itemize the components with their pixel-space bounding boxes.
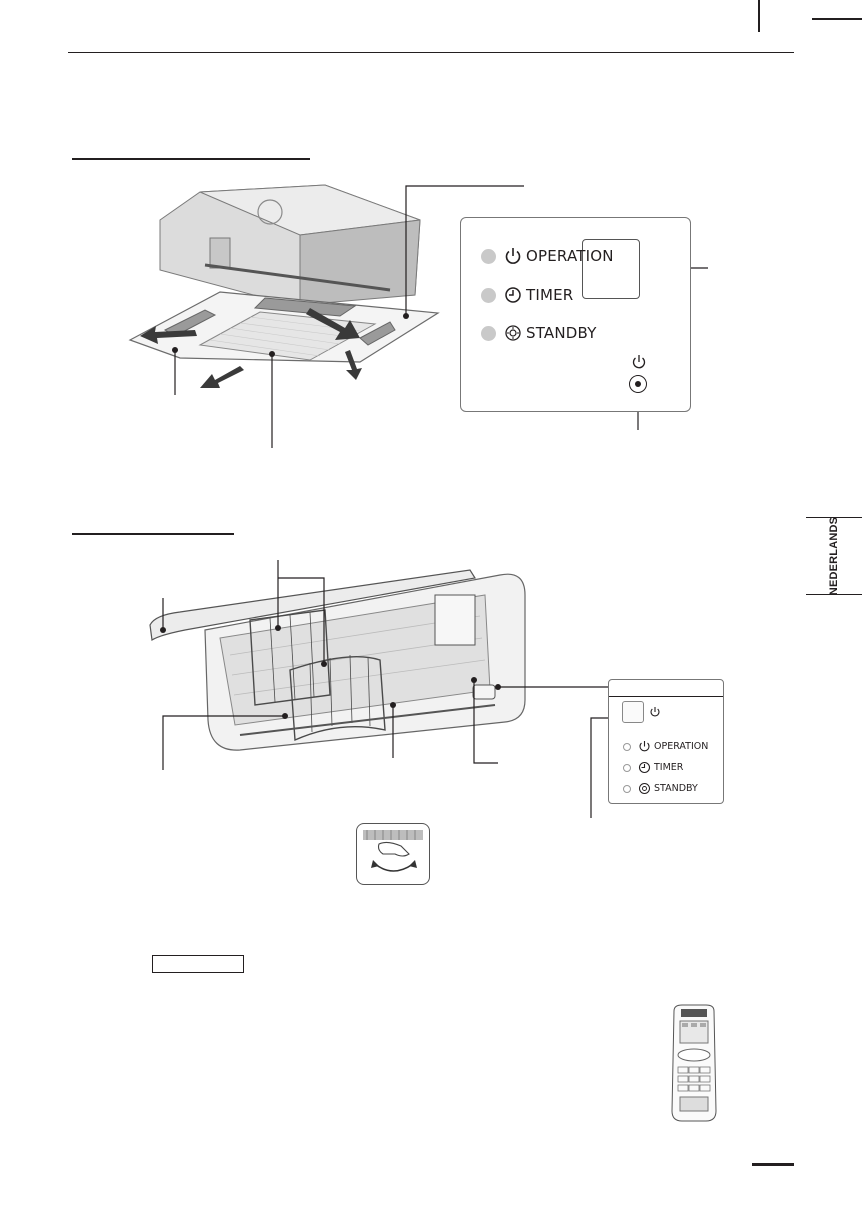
indicator-operation — [481, 247, 614, 265]
wall-standby-label: STANDBY — [654, 783, 698, 794]
wall-unit-leader-lines — [0, 540, 862, 830]
wall-timer-led — [623, 764, 631, 772]
operation-led — [481, 249, 496, 264]
clock-icon — [638, 761, 651, 774]
louver-adjust-illustration — [356, 823, 430, 885]
wall-indicator-panel — [608, 679, 724, 804]
standby-label: STANDBY — [526, 324, 597, 342]
operation-label: OPERATION — [526, 247, 614, 265]
wall-receiver-window — [622, 701, 644, 723]
wall-indicator-timer — [623, 761, 683, 774]
note-box — [152, 955, 244, 973]
remote-controller-illustration — [668, 1003, 720, 1123]
wall-indicator-operation — [623, 740, 708, 753]
hand-rotate-icon — [357, 824, 429, 884]
standby-icon — [504, 324, 522, 342]
power-symbol-icon — [631, 354, 647, 370]
wall-power-symbol-icon — [649, 706, 661, 718]
indicator-standby — [481, 324, 597, 342]
section2-heading-underline — [72, 533, 234, 535]
cassette-leader-lines — [0, 0, 862, 470]
wall-standby-led — [623, 785, 631, 793]
power-icon — [504, 247, 522, 265]
standby-led — [481, 326, 496, 341]
indicator-timer — [481, 286, 573, 304]
cassette-indicator-panel — [460, 217, 691, 412]
emergency-button[interactable] — [629, 375, 647, 393]
language-label: NEDERLANDS — [828, 516, 840, 596]
wall-operation-led — [623, 743, 631, 751]
timer-label: TIMER — [526, 286, 574, 304]
page-number-bar — [752, 1163, 794, 1166]
panel-top-band — [609, 696, 723, 697]
clock-icon — [504, 286, 522, 304]
wall-timer-label: TIMER — [654, 762, 684, 773]
wall-indicator-standby — [623, 782, 698, 795]
timer-led — [481, 288, 496, 303]
wall-operation-label: OPERATION — [654, 741, 709, 752]
standby-icon — [638, 782, 651, 795]
power-icon — [638, 740, 651, 753]
